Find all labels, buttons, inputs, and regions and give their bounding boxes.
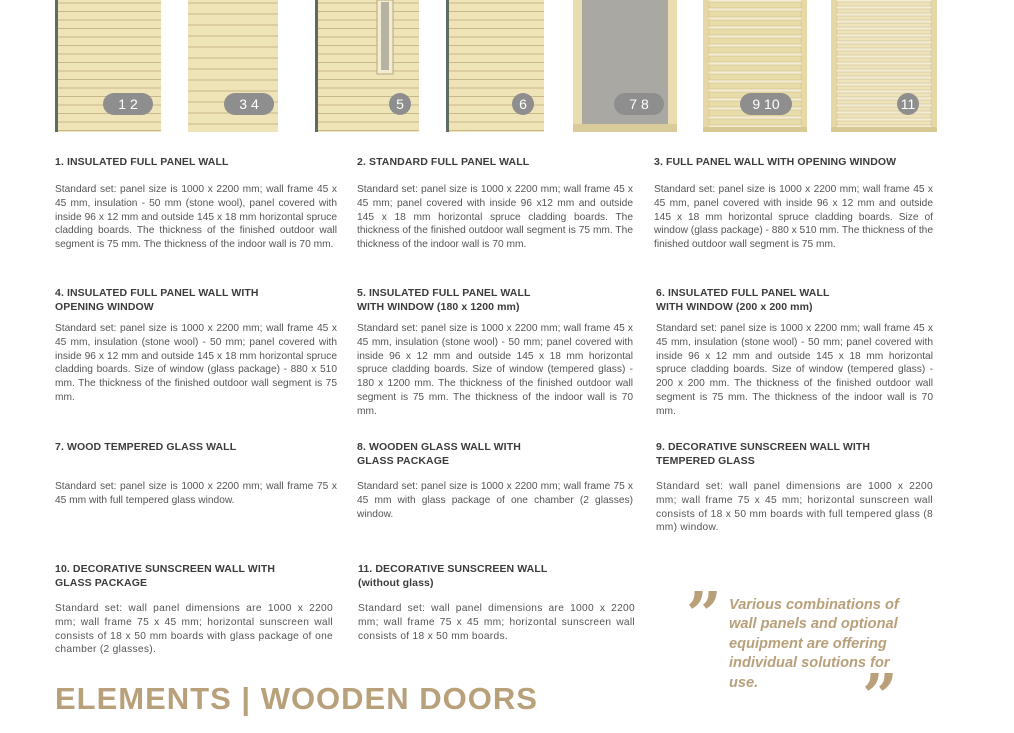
panel-number-badge: 9 10 <box>740 93 792 115</box>
item-4 <box>55 286 337 405</box>
item-title-line-2: GLASS PACKAGE <box>55 577 148 589</box>
item-description: Standard set: panel size is 1000 x 2200 mm; wall frame 45 x 45 mm, insulation (stone wool) - 50 mm; panel covered with inside 96 x 12 mm and outside 145 x 18 mm horizontal spruce cladding boards. Size of window (glass package) - 880 x 510 mm. The thickness of the finished outdoor wall segment is 75 mm. <box>55 323 337 403</box>
item-description: Standard set: panel size is 1000 x 2200 mm; wall frame 45 x 45 mm, insulation (stone wool) - 50 mm; panel covered with inside 96 x 12 mm and outside 145 x 18 mm horizontal spruce cladding boards. Size of window (tempered glass) - 180 x 1200 mm. The thickness of the finished outdoor wall segment is 75 mm. The thickness of the indoor wall is 70 mm. <box>357 323 633 417</box>
panel-9-10 <box>703 0 807 132</box>
quote-close-mark: ” <box>862 660 898 733</box>
item-description: Standard set: panel size is 1000 x 2200 mm; wall frame 45 x 45 mm, panel covered with inside 96 x 12 mm and outside 145 x 18 mm horizontal spruce cladding boards. Size of window (glass package) - 880 x 510 mm. The thickness of the finished outdoor wall segment is 75 mm. <box>654 184 933 251</box>
item-description: Standard set: panel size is 1000 x 2200 mm; wall frame 75 x 45 mm with glass package of one chamber (2 glasses) window. <box>357 481 633 520</box>
item-title: 2. STANDARD FULL PANEL WALL <box>357 156 530 168</box>
item-description: Standard set: panel size is 1000 x 2200 mm; wall frame 45 x 45 mm, insulation (stone wool) - 50 mm; panel covered with inside 96 x 12 mm and outside 145 x 18 mm horizontal spruce cladding boards. Size of window (tempered glass) - 200 x 200 mm. The thickness of the finished outdoor wall segment is 75 mm. The thickness of the indoor wall is 70 mm. <box>656 323 933 417</box>
quote-open-mark: ” <box>686 578 722 651</box>
item-title: 7. WOOD TEMPERED GLASS WALL <box>55 441 237 453</box>
item-title-line-2: TEMPERED GLASS <box>656 455 755 467</box>
panel-number-badge: 5 <box>389 93 411 115</box>
item-title: 3. FULL PANEL WALL WITH OPENING WINDOW <box>654 156 897 168</box>
item-7 <box>55 440 337 508</box>
item-10 <box>55 562 333 657</box>
item-title-line-2: WITH WINDOW (180 x 1200 mm) <box>357 301 520 313</box>
item-2 <box>357 155 633 252</box>
panel-number-badge: 7 8 <box>614 93 664 115</box>
item-title: 6. INSULATED FULL PANEL WALL <box>656 287 830 299</box>
item-title: 1. INSULATED FULL PANEL WALL <box>55 156 229 168</box>
item-3 <box>654 155 933 252</box>
section-title: ELEMENTS | WOODEN DOORS <box>55 681 538 716</box>
item-1 <box>55 155 337 252</box>
panel-11 <box>831 0 937 132</box>
item-title-line-2: (without glass) <box>358 577 434 589</box>
item-description: Standard set: wall panel dimensions are 1000 x 2200 mm; wall frame 75 x 45 mm; horizontal sunscreen wall consists of 18 x 50 mm boards with full tempered glass (8 mm) window. <box>656 481 933 534</box>
panel-illustrations <box>0 0 1014 140</box>
quote-text: Various combinations of wall panels and optional equipment are offering individual solutions for use. <box>729 597 899 691</box>
panel-1-2 <box>55 0 161 132</box>
panel-number-badge: 1 2 <box>103 93 153 115</box>
item-title-line-2: GLASS PACKAGE <box>357 455 450 467</box>
sunscreen-panel-image <box>831 0 937 132</box>
item-6 <box>656 286 933 419</box>
item-title: 4. INSULATED FULL PANEL WALL WITH <box>55 287 259 299</box>
item-8 <box>357 440 633 521</box>
item-description: Standard set: panel size is 1000 x 2200 mm; wall frame 75 x 45 mm with full tempered glass window. <box>55 481 337 506</box>
panel-number-badge: 11 <box>897 93 919 115</box>
item-title: 10. DECORATIVE SUNSCREEN WALL WITH <box>55 563 276 575</box>
item-title: 9. DECORATIVE SUNSCREEN WALL WITH <box>656 441 871 453</box>
item-description: Standard set: panel size is 1000 x 2200 mm; wall frame 45 x 45 mm, insulation - 50 mm (stone wool), panel covered with inside 96 x 12 mm and outside 145 x 18 mm horizontal spruce cladding boards. The thickness of the finished outdoor wall segment is 75 mm. The thickness of the indoor wall is 70 mm. <box>55 184 337 251</box>
panel-number-badge: 3 4 <box>224 93 274 115</box>
panel-number-badge: 6 <box>512 93 534 115</box>
item-11 <box>358 562 635 643</box>
item-title-line-2: WITH WINDOW (200 x 200 mm) <box>656 301 813 313</box>
item-title: 8. WOODEN GLASS WALL WITH <box>357 441 521 453</box>
item-5 <box>357 286 633 419</box>
item-title: 5. INSULATED FULL PANEL WALL <box>357 287 531 299</box>
panel-5 <box>315 0 419 132</box>
panel-3-4 <box>188 0 278 132</box>
panel-7-8 <box>573 0 677 132</box>
item-title-line-2: OPENING WINDOW <box>55 301 154 313</box>
item-description: Standard set: wall panel dimensions are 1000 x 2200 mm; wall frame 75 x 45 mm; horizontal sunscreen wall consists of 18 x 50 mm boards. <box>358 603 635 642</box>
item-description: Standard set: wall panel dimensions are 1000 x 2200 mm; wall frame 75 x 45 mm; horizontal sunscreen wall consists of 18 x 50 mm boards with glass package of one chamber (2 glasses). <box>55 603 333 656</box>
item-title: 11. DECORATIVE SUNSCREEN WALL <box>358 563 548 575</box>
item-9 <box>656 440 933 535</box>
panel-6 <box>446 0 544 132</box>
item-description: Standard set: panel size is 1000 x 2200 mm; wall frame 45 x 45 mm; panel covered with inside 96 x12 mm and outside 145 x 18 mm horizontal spruce cladding boards. The thickness of the finished outdoor wall segment is 75 mm. The thickness of the indoor wall is 70 mm. <box>357 184 633 251</box>
